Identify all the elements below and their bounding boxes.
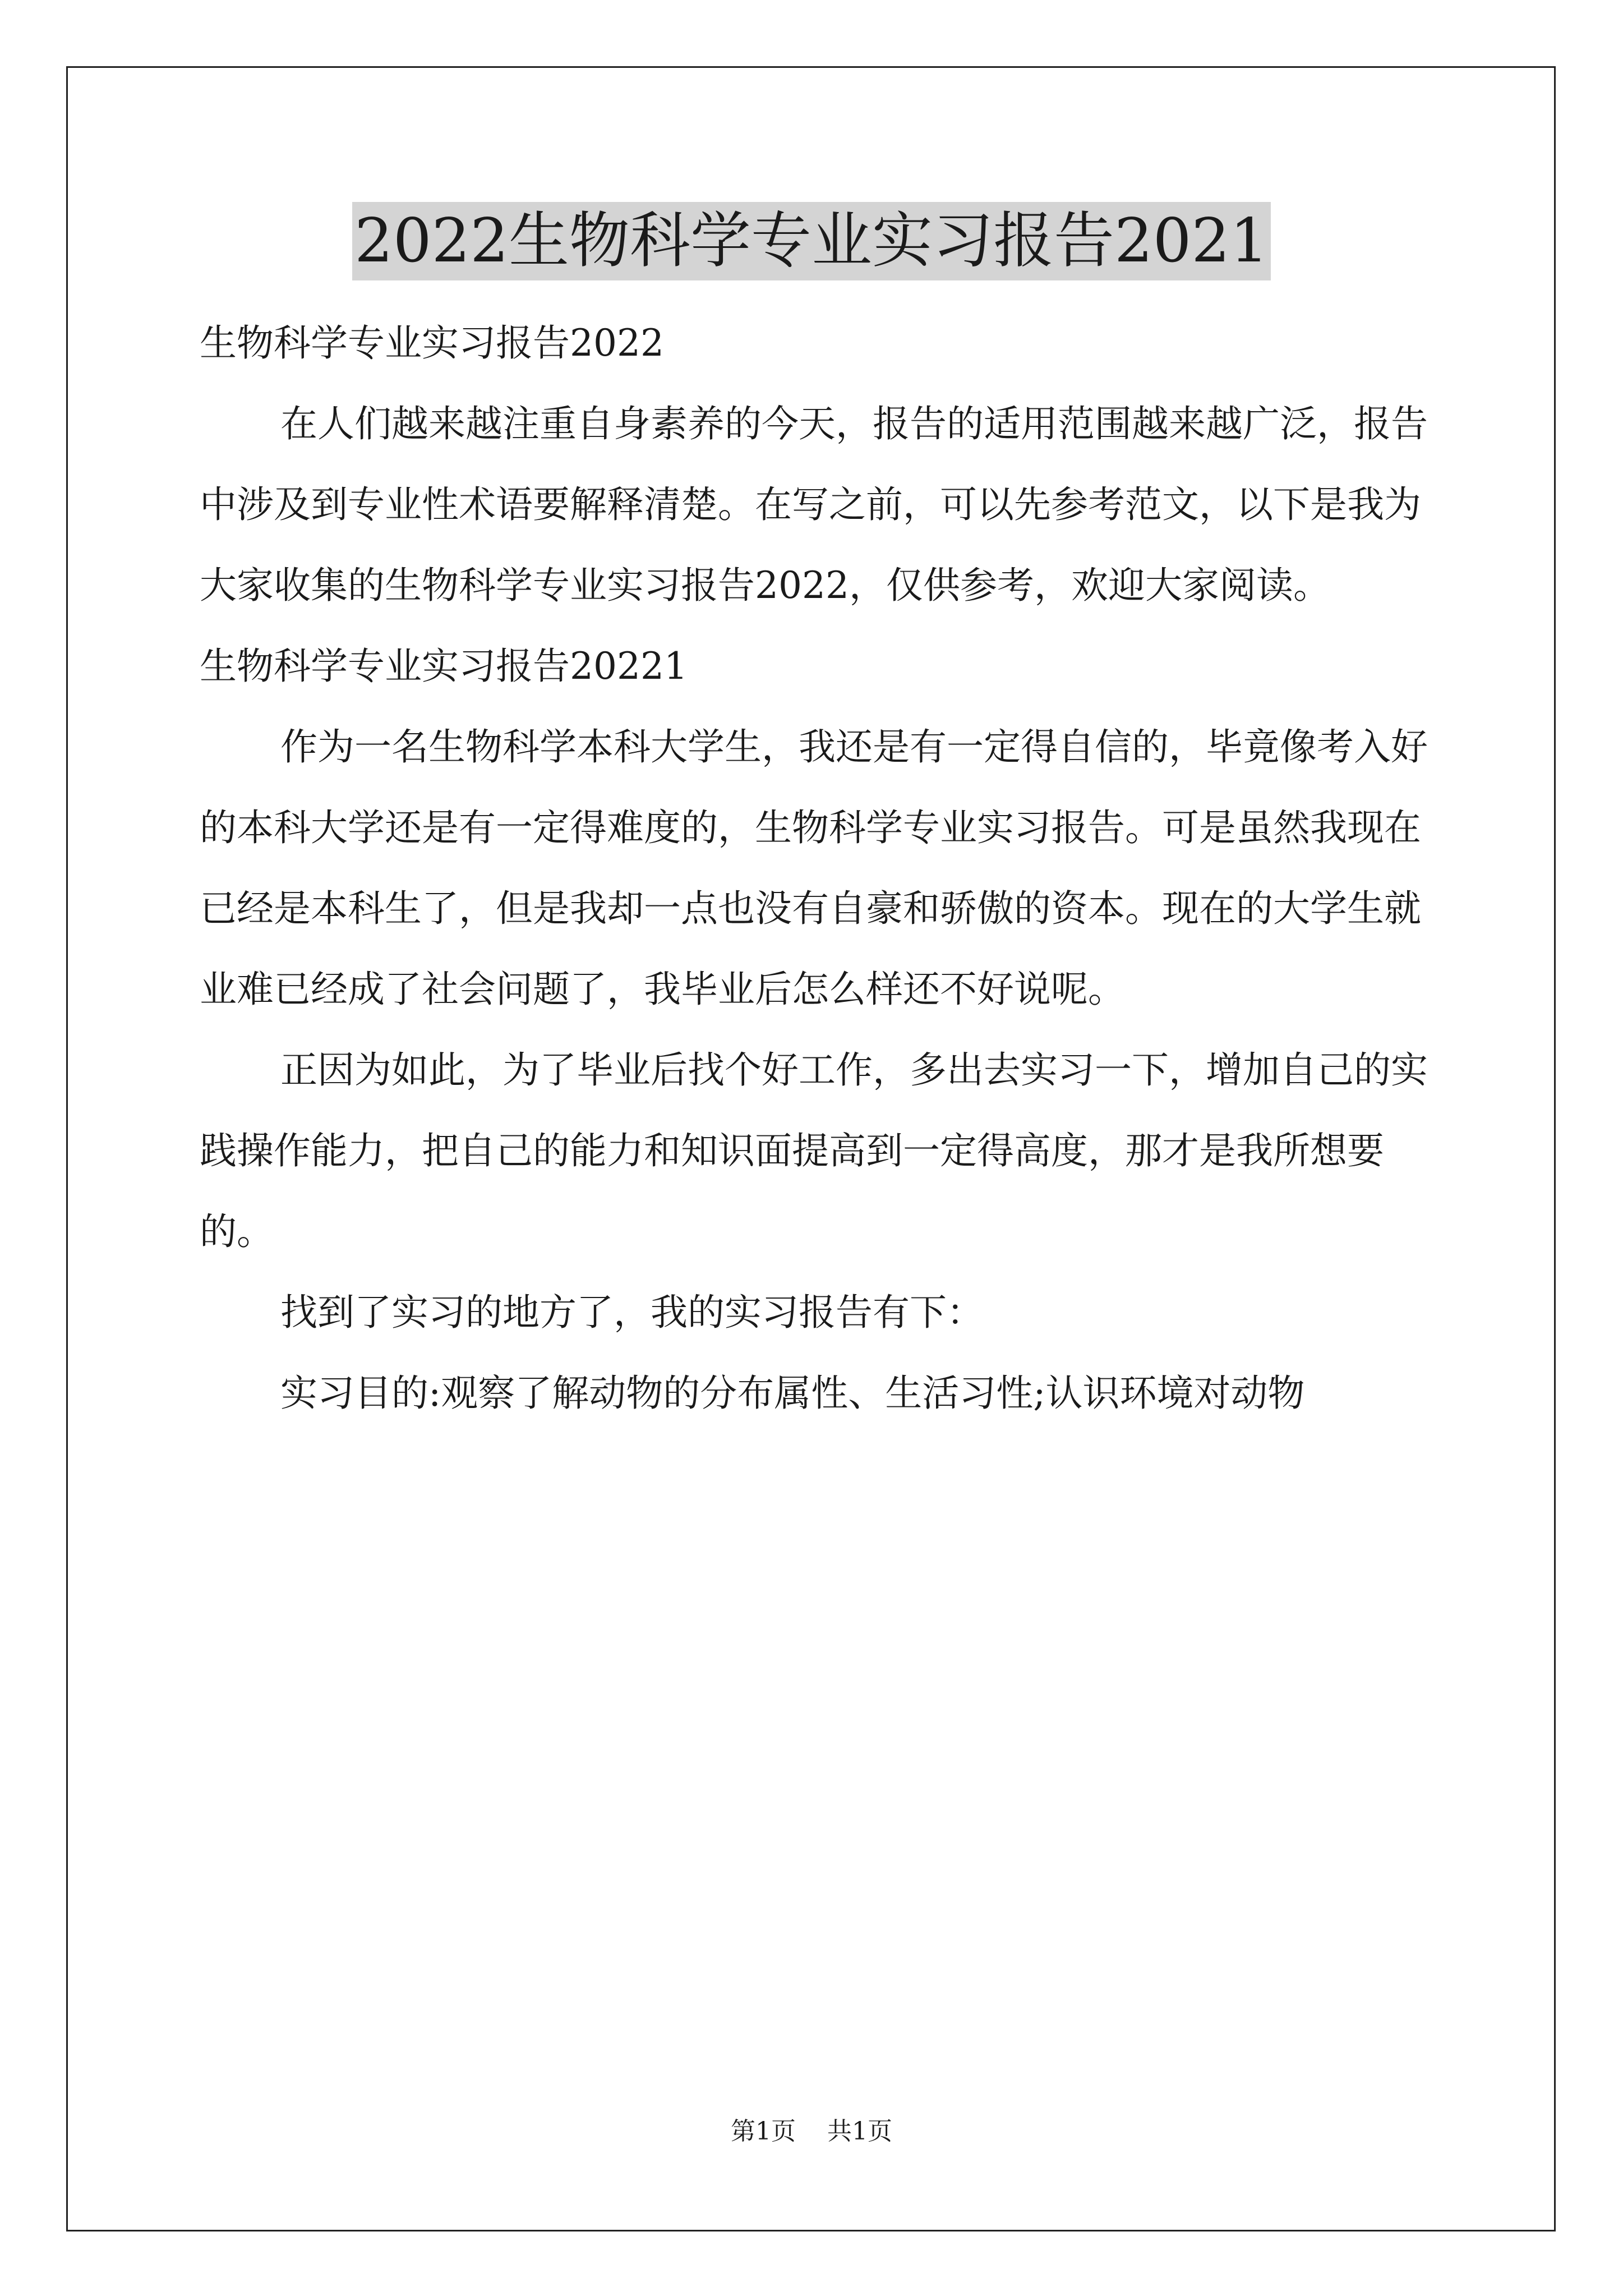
paragraph: 作为一名生物科学本科大学生，我还是有一定得自信的，毕竟像考入好的本科大学还是有一定得难度的，生物科学专业实习报告。可是虽然我现在已经是本科生了，但是我却一点也没有自豪和骄傲的资本。现在的大学生就业难已经成了社会问题了，我毕业后怎么样还不好说呢。 [200,725,1428,1011]
section-heading: 生物科学专业实习报告20221 [200,645,688,688]
title-wrap [0,202,1623,280]
section-heading: 生物科学专业实习报告2022 [200,321,664,365]
document-body [200,303,1433,1434]
paragraph: 正因为如此，为了毕业后找个好工作，多出去实习一下，增加自己的实践操作能力，把自己的能力和知识面提高到一定得高度，那才是我所想要的。 [200,1048,1428,1253]
page-number: 第1页 [731,2117,796,2146]
paragraph: 在人们越来越注重自身素养的今天，报告的适用范围越来越广泛，报告中涉及到专业性术语要解释清楚。在写之前，可以先参考范文，以下是我为大家收集的生物科学专业实习报告2022，仅供参考，欢迎大家阅读。 [200,402,1428,607]
paragraph: 找到了实习的地方了，我的实习报告有下： [280,1291,984,1334]
page-footer [0,2115,1623,2148]
page-total: 共1页 [827,2117,892,2146]
paragraph: 实习目的:观察了解动物的分布属性、生活习性;认识环境对动物 [280,1372,1305,1415]
document-title: 2022生物科学专业实习报告2021 [352,202,1271,280]
